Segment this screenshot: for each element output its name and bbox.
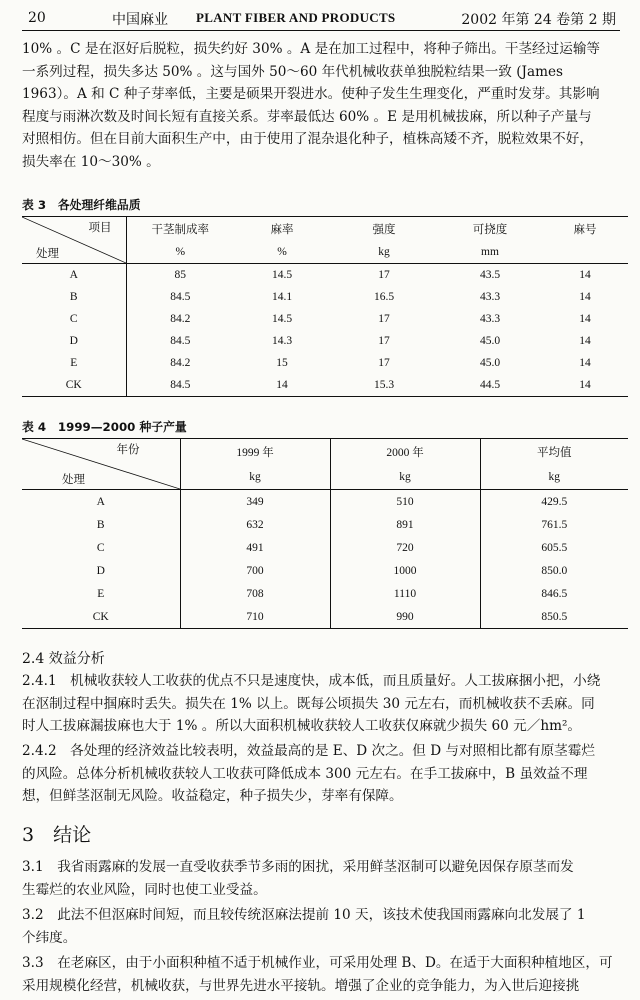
row-label: A [22,264,126,287]
table-cell: 990 [330,605,480,629]
row-label: A [22,490,180,514]
table-cell: 43.5 [479,269,501,281]
table-cell: 84.5 [170,379,191,391]
table3 [22,216,628,397]
corner-label-bottom: 处理 [36,248,59,260]
table-cell: 14 [579,313,591,325]
table-cell: 14 [579,357,591,369]
table-row [22,490,628,514]
table-cell: 15 [276,357,288,369]
corner-label-bottom: 处理 [62,474,85,486]
corner-label-top: 年份 [116,444,140,456]
table-row [22,330,628,352]
text-line: 的风险。总体分析机械收获较人工收获可降低成本 300 元左右。在手工拔麻中，B 虽效益不理 [22,765,588,782]
table-cell: 491 [180,536,330,559]
text-line: 3.2 此法不但沤麻时间短，而且较传统沤麻法提前 10 天，该技术使我国雨露麻向北发展了 1 [22,907,586,923]
paragraph-2-4-1 [22,670,628,738]
row-label: E [22,582,180,605]
paragraph-3-1 [22,856,628,901]
text-line: 2.4.2 各处理的经济效益比较表明，效益最高的是 E、D 次之。但 D 与对照相比都有原茎霉烂 [22,743,595,759]
table-cell: 14 [579,335,591,347]
table-cell: 14 [579,291,591,303]
text-line: 个纬度。 [22,929,77,946]
table-cell: 14 [579,269,591,281]
row-label: C [22,536,180,559]
intro-paragraph [22,38,628,173]
corner-label-top: 项目 [88,222,112,234]
row-label: E [22,352,126,374]
column-header: 麻率 [270,223,294,236]
table-row [22,286,628,308]
table-cell: 720 [330,536,480,559]
column-unit: % [277,245,287,258]
table-row [22,513,628,536]
table-cell: 850.0 [541,564,568,577]
table-cell: 85 [174,269,186,281]
paragraph-3-2 [22,904,628,949]
table-cell: 14 [276,379,288,391]
paragraph-3-3 [22,952,628,997]
column-header: 可挠度 [472,223,508,236]
table-cell: 16.5 [373,291,395,303]
table-row [22,536,628,559]
table-row [22,352,628,374]
text-line: 10% 。C 是在沤好后脱粒，损失约好 30% 。A 是在加工过程中，将种子筛出。干茎经过运输等 [22,41,601,57]
table4-caption: 表 4 1999—2000 种子产量 [22,420,187,434]
table-cell: 14 [579,379,591,391]
issue-info: 2002 年第 24 卷第 2 期 [461,12,616,28]
column-header: 平均值 [537,446,572,459]
table-row [22,264,628,287]
column-unit: mm [481,245,499,258]
table4-corner-cell [22,439,180,490]
table3-corner-cell [22,217,126,264]
table-cell: 43.3 [479,291,501,303]
table-cell: 14.1 [271,291,293,303]
running-header [22,6,620,31]
column-header: 2000 年 [330,439,480,465]
table-cell: 17 [378,357,390,369]
row-label: CK [22,374,126,397]
table-cell: 43.3 [479,313,501,325]
row-label: D [22,559,180,582]
table-cell: 14.5 [271,313,293,325]
text-line: 想，但鲜茎沤制无风险。收益稳定，种子损失少，芽率有保障。 [22,788,403,804]
row-label: D [22,330,126,352]
table-cell: 84.2 [170,357,191,369]
page-number: 20 [28,10,46,26]
text-line: 生霉烂的农业风险，同时也使工业受益。 [22,881,267,898]
text-line: 3.3 在老麻区，由于小面积种植不适于机械作业，可采用处理 B、D。在适于大面积种植地区，可 [22,955,613,971]
text-line: 时人工拔麻漏拔麻也大于 1% 。所以大面积机械收获较人工收获仅麻就少损失 60 元／hm²。 [22,718,582,734]
text-line: 对照相仿。但在目前大面积生产中，由于使用了混杂退化种子，植株高矮不齐，脱粒效果不好， [22,131,593,147]
table-cell: 17 [378,335,390,347]
row-label: B [22,286,126,308]
table-row [22,582,628,605]
table-cell: 708 [180,582,330,605]
table-cell: 44.5 [479,379,501,391]
table-row [22,605,628,629]
table-row [22,374,628,397]
journal-title-cn: 中国麻业 [112,12,168,28]
text-line: 程度与雨淋次数及时间长短有直接关系。芽率最低达 60% 。E 是用机械拔麻，所以种子产量与 [22,108,592,125]
table-cell: 1110 [330,582,480,605]
column-header: 1999 年 [180,439,330,465]
section-heading-2-4: 2.4 效益分析 [22,651,105,667]
table3-caption: 表 3 各处理纤维品质 [22,198,141,212]
table-cell: 891 [330,513,480,536]
text-line: 一系列过程，损失多达 50% 。这与国外 50～60 年代机械收获单独脱粒结果一致 (James [22,63,563,80]
text-line: 在沤制过程中掴麻时丢失。损失在 1% 以上。既每公顷损失 30 元左右，而机械收获不丢麻。同 [22,695,595,712]
table-cell: 45.0 [479,357,501,369]
row-label: CK [22,605,180,629]
row-label: C [22,308,126,330]
table-cell: 632 [180,513,330,536]
column-header: 强度 [372,223,396,236]
column-unit [542,240,628,264]
column-header: 干茎制成率 [151,223,209,236]
table-cell: 84.5 [170,291,191,303]
text-line: 采用规模化经营，机械收获，与世界先进水平接轨。增强了企业的竞争能力，为入世后迎接挑 [22,977,580,994]
section-heading-3: 3 结论 [22,824,92,846]
column-header: 麻号 [573,223,597,236]
table-cell: 510 [330,490,480,514]
column-unit: kg [548,470,560,483]
table-row [22,308,628,330]
column-unit: kg [330,464,480,490]
table-cell: 605.5 [541,541,568,554]
table-cell: 846.5 [541,587,568,600]
column-unit: kg [180,464,330,490]
column-unit: % [175,245,186,258]
table4 [22,438,628,629]
text-line: 1963）。A 和 C 种子芽率低，主要是硕果开裂进水。使种子发生生理变化，严重时发芽。其影响 [22,86,600,102]
table-cell: 429.5 [541,495,568,508]
table-cell: 14.3 [271,335,293,347]
text-line: 损失率在 10～30% 。 [22,153,160,170]
table-cell: 15.3 [373,379,395,391]
table-cell: 14.5 [271,269,293,281]
table-cell: 349 [180,490,330,514]
journal-title-en: PLANT FIBER AND PRODUCTS [196,10,396,25]
table-cell: 17 [378,313,390,325]
row-label: B [22,513,180,536]
table-cell: 84.2 [170,313,191,325]
column-unit: kg [378,245,390,258]
table-cell: 45.0 [479,335,501,347]
table-cell: 761.5 [541,518,568,531]
table-cell: 700 [180,559,330,582]
text-line: 3.1 我省雨露麻的发展一直受收获季节多雨的困扰，采用鲜茎沤制可以避免因保存原茎而发 [22,859,574,875]
table-cell: 850.5 [541,610,568,623]
table-cell: 710 [180,605,330,629]
corner-diagonal [22,439,180,489]
table-cell: 84.5 [170,335,191,347]
text-line: 2.4.1 机械收获较人工收获的优点不只是速度快，成本低，而且质量好。人工拔麻捆小把，小绕 [22,673,601,689]
paragraph-2-4-2 [22,740,628,808]
table-row [22,559,628,582]
table-cell: 17 [378,269,390,281]
table-cell: 1000 [330,559,480,582]
